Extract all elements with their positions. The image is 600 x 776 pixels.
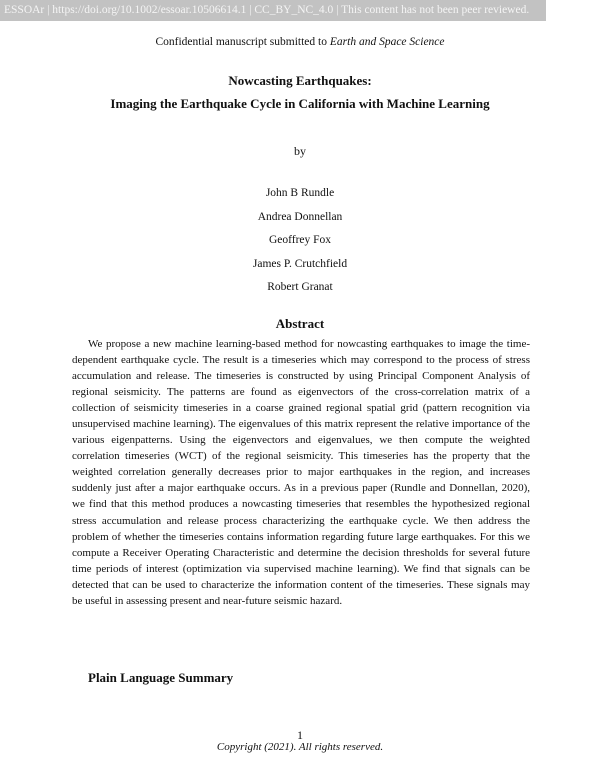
by-label: by: [294, 144, 306, 158]
journal-name: Earth and Space Science: [329, 36, 445, 48]
preprint-banner: ESSOAr | https://doi.org/10.1002/essoar.10506614.1 | CC_BY_NC_4.0 | This content has not been peer reviewed.: [0, 0, 546, 21]
author-name: John B Rundle: [265, 187, 335, 199]
page-number: 1: [297, 728, 303, 742]
copyright-notice: Copyright (2021). All rights reserved.: [216, 741, 384, 753]
plain-language-summary-heading: Plain Language Summary: [88, 670, 234, 685]
author-name: Andrea Donnellan: [257, 210, 343, 223]
author-name: James P. Crutchfield: [252, 257, 348, 270]
title-line-1: Nowcasting Earthquakes:: [228, 73, 372, 88]
author-list: [0, 182, 600, 300]
confidential-note: [0, 36, 600, 48]
confidential-prefix: Confidential manuscript submitted to: [155, 36, 330, 48]
abstract-text: We propose a new machine learning-based method for nowcasting earthquakes to image the time-dependent earthquake cycle. The result is a timeseries which may correspond to the process of stress accumulation and release. The timeseries is constructed by using Principal Component Analysis of regional seismicity. The patterns are found as eigenvectors of the cross-correlation matrix of a collection of seismicity timeseries in a coarse grained regional spatial grid (pattern recognition via unsupervised machine learning). The eigenvalues of this matrix represent the relative importance of the various eigenpatterns. Using the eigenvectors and eigenvalues, we then compute the weighted correlation timeseries (WCT) of the regional seismicity. This timeseries has the property that the weighted correlation generally decreases prior to major earthquakes in the region, and increases suddenly just after a major earthquake occurs. As in a previous paper (Rundle and Donnellan, 2020), we find that this method produces a nowcasting timeseries that resembles the hypothesized regional stress accumulation and release process characterizing the earthquake cycle. We then address the problem of whether the timeseries contains information regarding future large earthquakes. For this we compute a Receiver Operating Characteristic and determine the decision thresholds for several future time periods of interest (optimization via supervised machine learning). We find that signals can be detected that can be used to characterize the information content of the timeseries. These signals may be useful in assessing present and near-future seismic hazard.: [72, 338, 530, 607]
title-line-2: Imaging the Earthquake Cycle in California with Machine Learning: [110, 96, 490, 111]
author-name: Geoffrey Fox: [268, 234, 332, 246]
abstract-heading: Abstract: [275, 316, 325, 331]
author-name: Robert Granat: [267, 281, 333, 293]
